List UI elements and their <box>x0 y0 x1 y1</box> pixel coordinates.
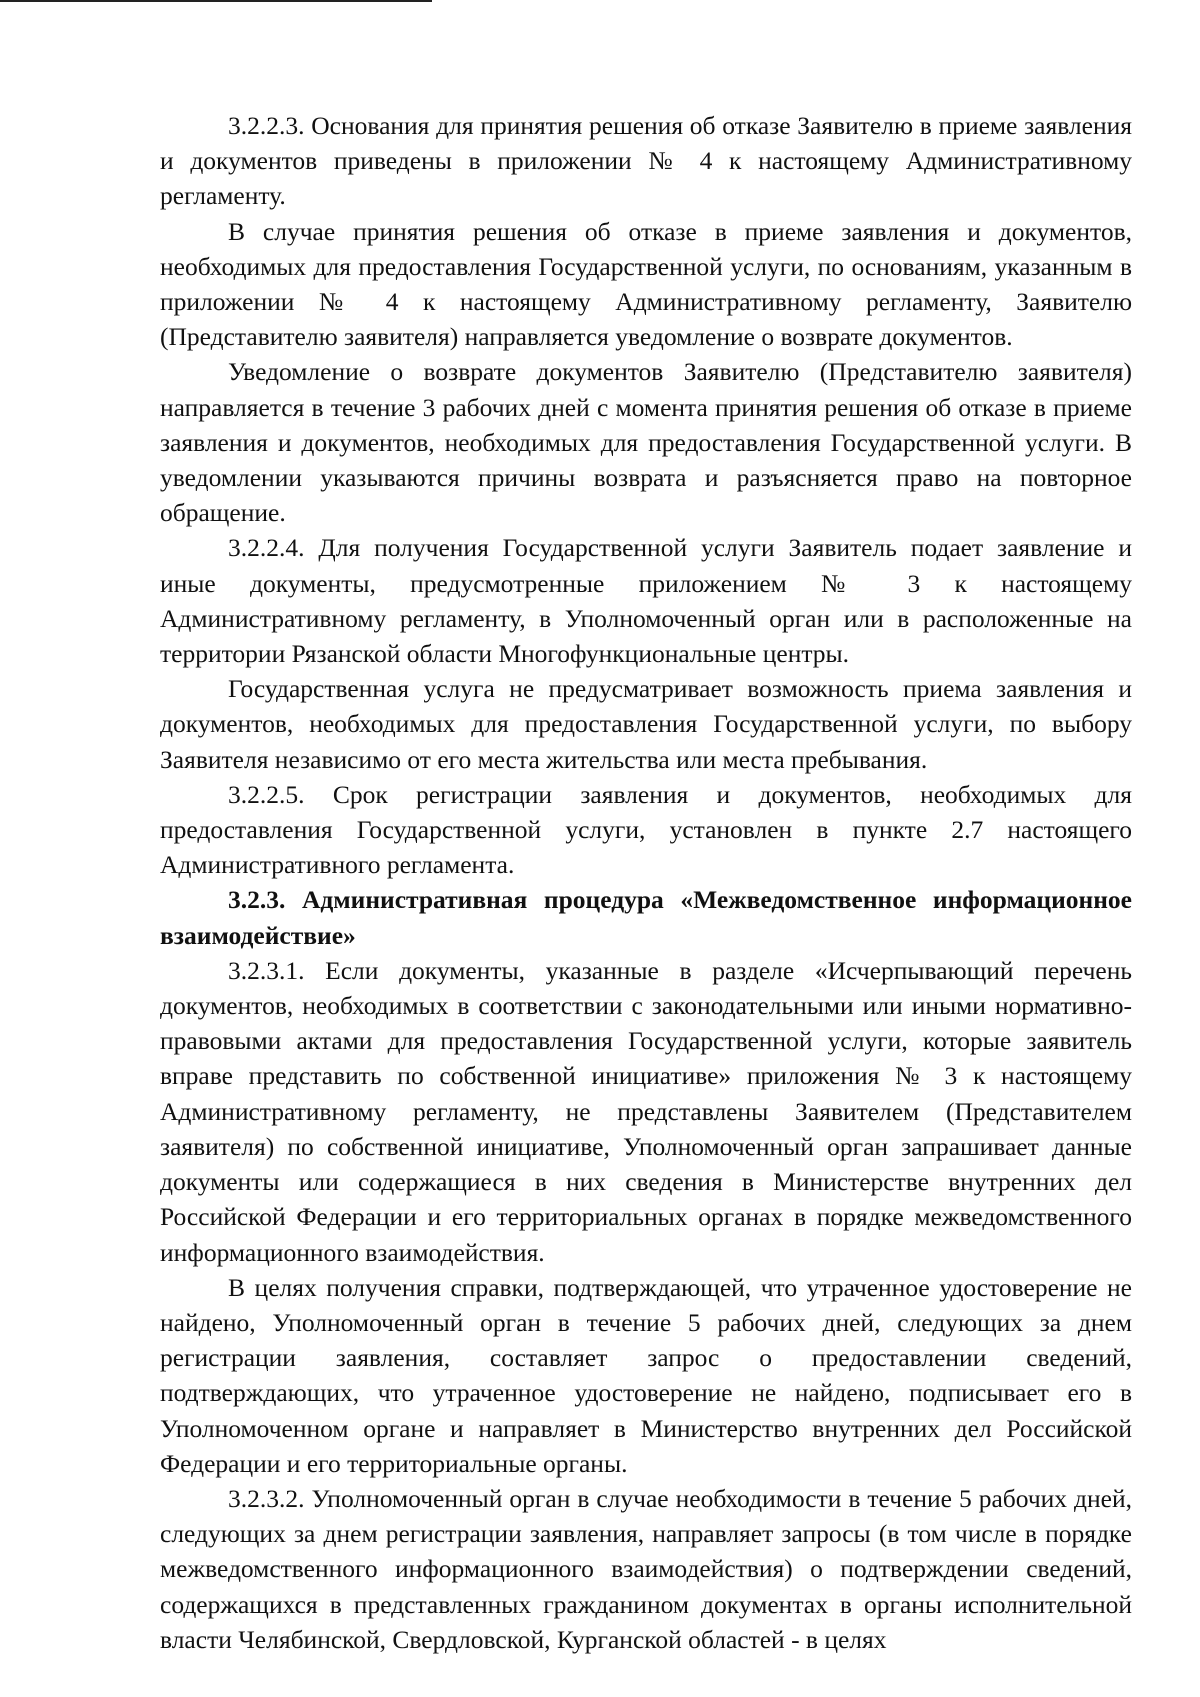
paragraph-no-extraterritorial: Государственная услуга не предусматривает возможность приема заявления и документов, необходимых для предоставления Государственной услуги, по выбору Заявителя независимо от его места жительства или места пребывания. <box>160 674 1132 774</box>
document-body <box>160 108 1132 1657</box>
paragraph-3-2-2-4: 3.2.2.4. Для получения Государственной услуги Заявитель подает заявление и иные документы, предусмотренные приложением № 3 к настоящему Административному регламенту, в Уполномоченный орган или в расположенные на территории Рязанской области Многофункциональные центры. <box>160 533 1132 669</box>
paragraph-3-2-3-2: 3.2.3.2. Уполномоченный орган в случае необходимости в течение 5 рабочих дней, следующих за днем регистрации заявления, направляет запросы (в том числе в порядке межведомственного информационного взаимодействия) о подтверждении сведений, содержащихся в представленных гражданином документах в органы исполнительной власти Челябинской, Свердловской, Курганской областей - в целях <box>160 1483 1132 1654</box>
paragraph-3-2-2-3: 3.2.2.3. Основания для принятия решения об отказе Заявителю в приеме заявления и документов приведены в приложении № 4 к настоящему Административному регламенту. <box>160 111 1132 211</box>
paragraph-return-notice: Уведомление о возврате документов Заявителю (Представителю заявителя) направляется в течение 3 рабочих дней с момента принятия решения об отказе в приеме заявления и документов, необходимых для предоставления Государственной услуги. В уведомлении указываются причины возврата и разъясняется право на повторное обращение. <box>160 357 1132 528</box>
section-heading-3-2-3: 3.2.3. Административная процедура «Межведомственное информационное взаимодействие» <box>160 885 1132 950</box>
paragraph-refusal-case: В случае принятия решения об отказе в приеме заявления и документов, необходимых для предоставления Государственной услуги, по основаниям, указанным в приложении № 4 к настоящему Административному регламенту, Заявителю (Представителю заявителя) направляется уведомление о возврате документов. <box>160 216 1132 352</box>
paragraph-3-2-3-1: 3.2.3.1. Если документы, указанные в разделе «Исчерпывающий перечень документов, необходимых в соответствии с законодательными или иными нормативно-правовыми актами для предоставления Государственной услуги, которые заявитель вправе представить по собственной инициативе» приложения № 3 к настоящему Административному регламенту, не представлены Заявителем (Представителем заявителя) по собственной инициативе, Уполномоченный орган запрашивает данные документы или содержащиеся в них сведения в Министерстве внутренних дел Российской Федерации и его территориальных органах в порядке межведомственного информационного взаимодействия. <box>160 955 1132 1267</box>
paragraph-certificate-request: В целях получения справки, подтверждающей, что утраченное удостоверение не найдено, Уполномоченный орган в течение 5 рабочих дней, следующих за днем регистрации заявления, составляет запрос о предоставлении сведений, подтверждающих, что утраченное удостоверение не найдено, подписывает его в Уполномоченном органе и направляет в Министерство внутренних дел Российской Федерации и его территориальные органы. <box>160 1272 1132 1478</box>
top-edge-rule <box>0 0 432 2</box>
paragraph-3-2-2-5: 3.2.2.5. Срок регистрации заявления и документов, необходимых для предоставления Государственной услуги, установлен в пункте 2.7 настоящего Административного регламента. <box>160 779 1132 880</box>
